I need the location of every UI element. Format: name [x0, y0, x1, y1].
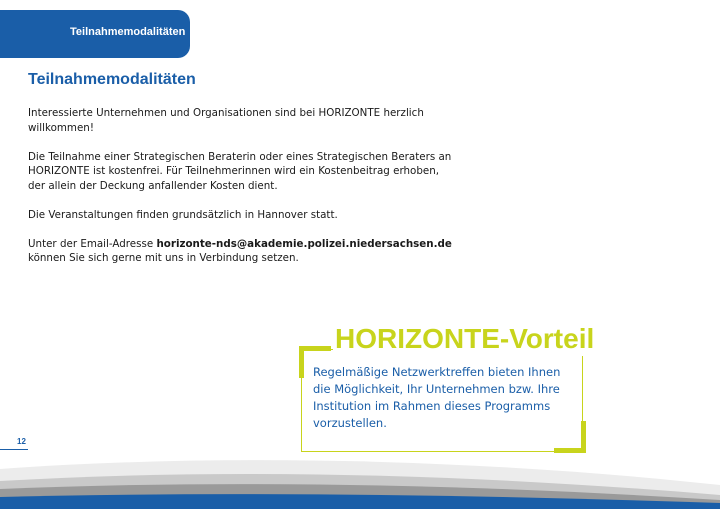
highlight-corner-top-left-horizontal: [299, 346, 331, 351]
highlight-title: HORIZONTE-Vorteil: [335, 323, 595, 354]
section-tab-label: Teilnahmemodalitäten: [70, 26, 186, 38]
contact-email-link[interactable]: horizonte-nds@akademie.polizei.niedersachsen.de: [156, 237, 452, 250]
page-title: Teilnahmemodalitäten: [28, 71, 196, 88]
paragraph-contact: [28, 237, 458, 266]
page-number: 12: [17, 437, 26, 446]
paragraph-location: Die Veranstaltungen finden grundsätzlich in Hannover statt.: [28, 208, 338, 221]
contact-prefix: Unter der Email-Adresse: [28, 237, 157, 250]
paragraph-welcome: Interessierte Unternehmen und Organisationen sind bei HORIZONTE herzlich willkommen!: [28, 107, 424, 134]
body-text: [28, 106, 458, 280]
contact-suffix: können Sie sich gerne mit uns in Verbindung setzen.: [28, 252, 299, 264]
paragraph-costs: Die Teilnahme einer Strategischen Beraterin oder eines Strategischen Beraters an HORIZONTE ist kostenfrei. Für Teilnehmerinnen wird ein Kostenbeitrag erhoben, der allein der Deckung anfallender Kosten dient.: [28, 150, 452, 192]
highlight-text: Regelmäßige Netzwerktreffen bieten Ihnen die Möglichkeit, Ihr Unternehmen bzw. Ihre Institution im Rahmen dieses Programms vorzustellen.: [313, 365, 561, 430]
footer-swoosh: [0, 445, 720, 509]
